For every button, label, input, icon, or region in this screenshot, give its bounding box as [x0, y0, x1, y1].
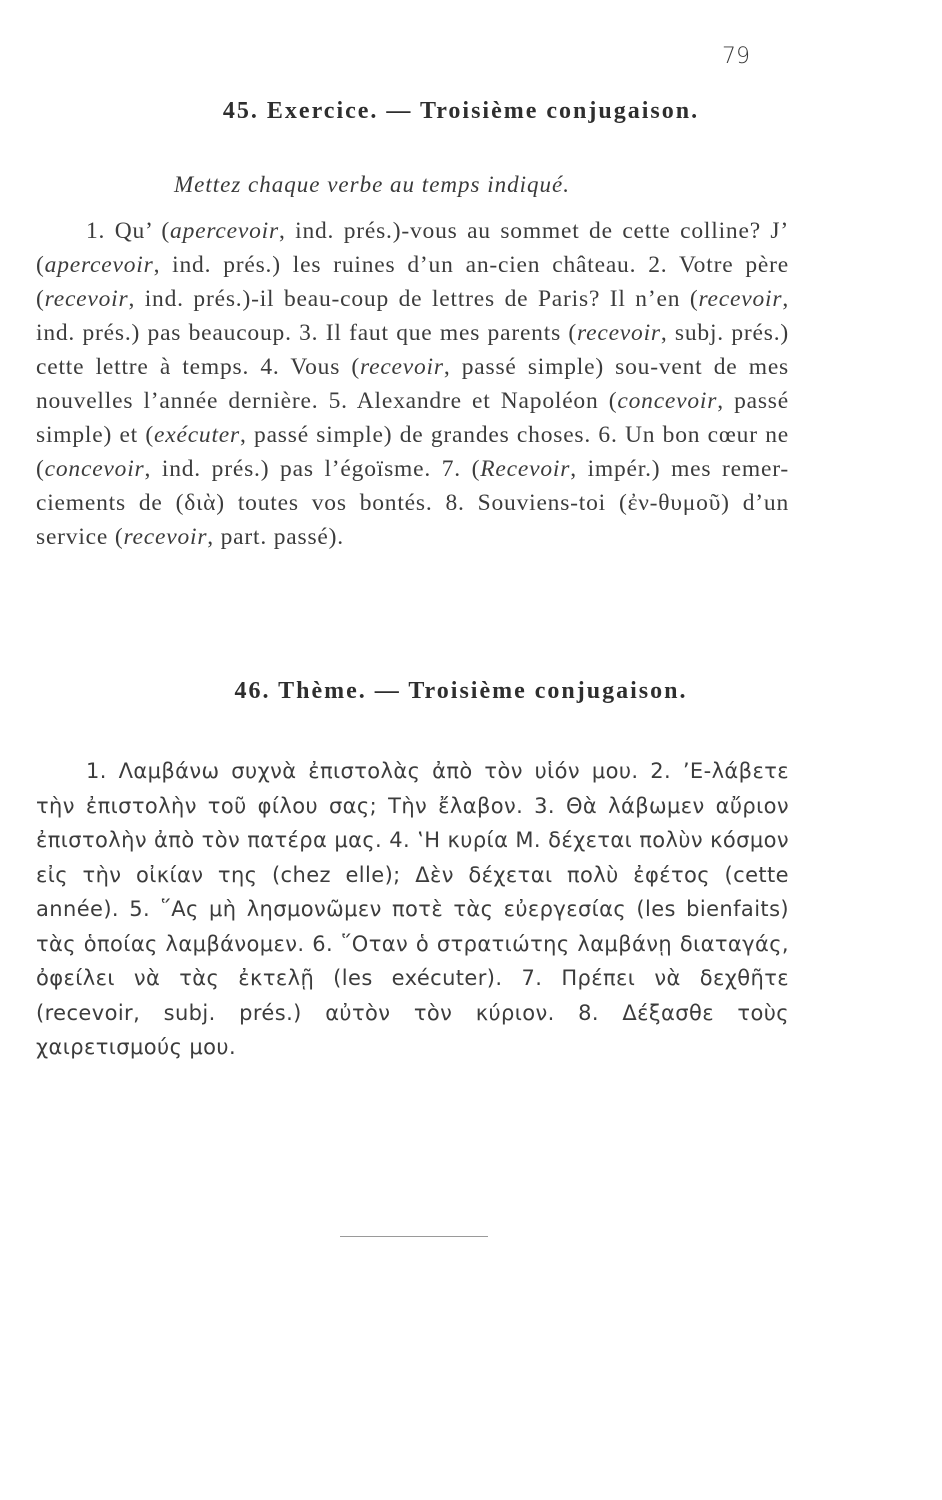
verb-infinitive: apercevoir: [44, 252, 154, 278]
page-divider: [340, 1236, 488, 1237]
text-run: , ind. prés.) pas l’égoïsme. 7. (: [144, 456, 481, 482]
verb-infinitive: concevoir: [44, 456, 145, 482]
verb-infinitive: recevoir: [123, 524, 208, 550]
verb-infinitive: recevoir: [698, 286, 783, 312]
page-number: 79: [722, 44, 750, 69]
text-run: 1. Λαμβάνω συχνὰ ἐπιστολὰς ἀπὸ τὸν υἱόν μου. 2. ’Ε-λάβετε τὴν ἐπιστολὴν τοῦ φίλου σας; Τὴν ἔλαβον. 3. Θὰ λάβωμεν αὔριον ἐπιστολὴν ἀπὸ τὸν πατέρα μας. 4. ‛Η κυρία Μ. δέχεται πολὺν κόσμον εἰς τὴν οἰκίαν της (chez elle); Δὲν δέχεται πολὺ ἐφέτος (cette année). 5. ῞Ας μὴ λησμονῶμεν ποτὲ τὰς εὐεργεσίας (les bienfaits) τὰς ὁποίας λαμβάνομεν. 6. ῞Οταν ὁ στρατιώτης λαμβάνῃ διαταγάς, ὀφείλει νὰ τὰς ἐκτελῇ (les exécuter). 7. Πρέπει νὰ δεχθῆτε (recevoir, subj. prés.) αὐτὸν τὸν κύριον. 8. Δέξασθε τοὺς χαιρετισμούς μου.: [36, 759, 789, 1059]
text-run: , passé simple) de grandes choses. 6. Un bon cœur ne (: [36, 422, 790, 482]
text-run: , ind. prés.)-il beau-coup de lettres de Paris? Il n’en (: [128, 286, 699, 312]
verb-infinitive: Recevoir: [480, 456, 571, 482]
text-run: 1. Qu’ (: [86, 218, 171, 244]
verb-infinitive: concevoir: [617, 388, 718, 414]
text-run: , ind. prés.) les ruines d’un an-cien château. 2. Votre père (: [36, 252, 789, 312]
text-run: , ind. prés.)-vous au sommet de cette colline? J’ (: [36, 218, 789, 278]
text-run: , passé simple) sou-vent de mes nouvelles l’année dernière. 5. Alexandre et Napoléon (: [36, 354, 789, 414]
text-run: , impér.) mes remer-ciements de (διὰ) toutes vos bontés. 8. Souviens-toi (ἐν-θυμοῦ) d’un service (: [36, 456, 789, 550]
text-run: , subj. prés.) cette lettre à temps. 4. Vous (: [36, 320, 790, 380]
exercise-45-title: 45. Exercice. — Troisième conjugaison.: [222, 98, 700, 124]
verb-infinitive: recevoir: [577, 320, 661, 346]
theme-46-title: 46. Thème. — Troisième conjugaison.: [234, 678, 688, 704]
text-run: , ind. prés.) pas beaucoup. 3. Il faut que mes parents (: [36, 286, 789, 346]
verb-infinitive: recevoir: [44, 286, 129, 312]
text-run: , passé simple) et (: [36, 388, 789, 448]
verb-infinitive: exécuter: [154, 422, 240, 448]
text-run: , part. passé).: [207, 524, 344, 550]
verb-infinitive: apercevoir: [170, 218, 279, 244]
theme-46-text: [36, 754, 789, 1065]
exercise-45-instruction: Mettez chaque verbe au temps indiqué.: [174, 172, 570, 197]
verb-infinitive: recevoir: [360, 354, 444, 380]
exercise-45-text: [36, 214, 789, 554]
